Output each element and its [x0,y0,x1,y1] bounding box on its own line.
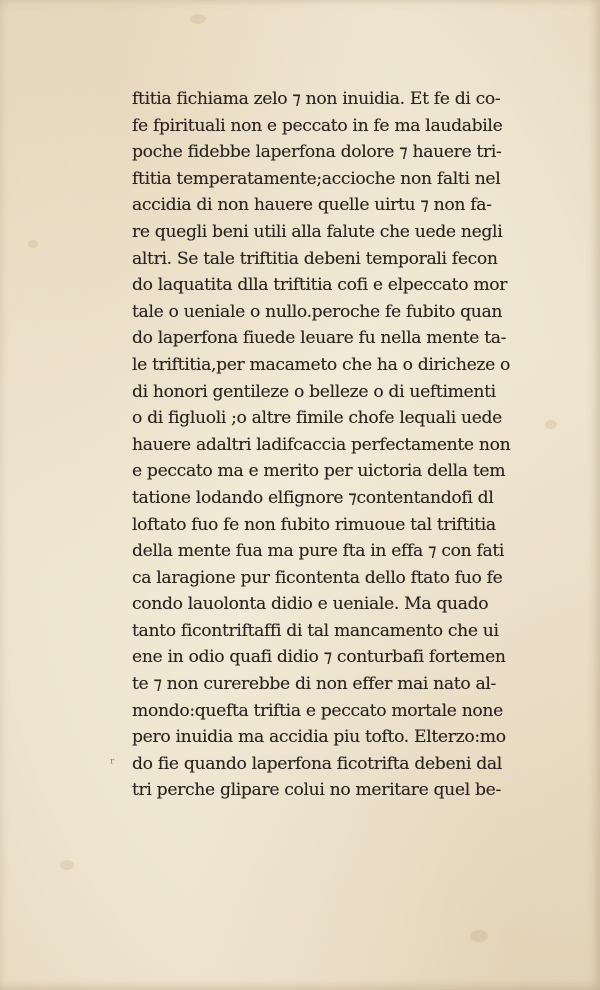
text-line: te ⁊ non curerebbe di non effer mai nato al- [132,674,496,695]
foxing-spot [190,14,206,24]
text-block [132,86,556,804]
foxing-spot [470,930,488,942]
text-line: hauere adaltri ladifcaccia perfectamente non [132,434,511,455]
margin-mark: ʳ [110,756,115,772]
text-line: do laquatita dlla triftitia cofi e elpeccato mor [132,275,508,296]
text-line: o di figluoli ;o altre fimile chofe lequali uede [132,408,502,429]
text-line: fe fpirituali non e peccato in fe ma laudabile [132,115,503,136]
text-line: altri. Se tale triftitia debeni temporali fecon [132,248,498,269]
text-line: ftitia temperatamente;acciochе non falti nel [132,168,501,189]
text-line: ftitia fichiama zelo ⁊ non inuidia. Et fe di co- [132,89,501,109]
text-line: tri perche glipare colui no meritare quel be- [132,780,501,801]
text-line: condo lauolonta didio e ueniale. Ma quado [132,594,489,615]
foxing-spot [60,860,74,870]
text-line: accidia di non hauere quelle uirtu ⁊ non fa- [132,195,492,216]
text-line: re quegli beni utili alla falute che uede negli [132,221,503,242]
text-line: ca laragione pur ficontenta dello ftato fuo fe [132,567,503,588]
text-line: tale o ueniale o nullo.peroche fe fubito quan [132,301,503,322]
text-line: e peccato ma e merito per uictoria della tem [132,461,506,482]
text-line: tanto ficontriftaffi di tal mancamento che ui [132,620,499,641]
text-line: di honori gentileze o belleze o di ueftimenti [132,381,496,402]
text-line: do fie quando laperfona ficotrifta debeni dal [132,753,502,774]
text-line: pero inuidia ma accidia piu tofto. Elterzo:mo [132,727,506,748]
text-line: loftato fuo fe non fubito rimuoue tal triftitia [132,514,496,535]
text-line: tatione lodando elfignore ⁊contentandofi dl [132,487,494,508]
text-line: della mente fua ma pure fta in effa ⁊ con fati [132,541,505,562]
text-line: ene in odio quafi didio ⁊ conturbafi fortemen [132,647,506,668]
text-line: poche fidebbe laperfona dolore ⁊ hauere tri- [132,142,502,163]
text-line: do laperfona fiuede leuare fu nella mente ta- [132,328,507,349]
text-line: le triftitia,per macameto che ha o diricheze o [132,354,511,375]
foxing-spot [28,240,38,248]
text-line: mondo:quefta triftia e peccato mortale none [132,700,503,721]
